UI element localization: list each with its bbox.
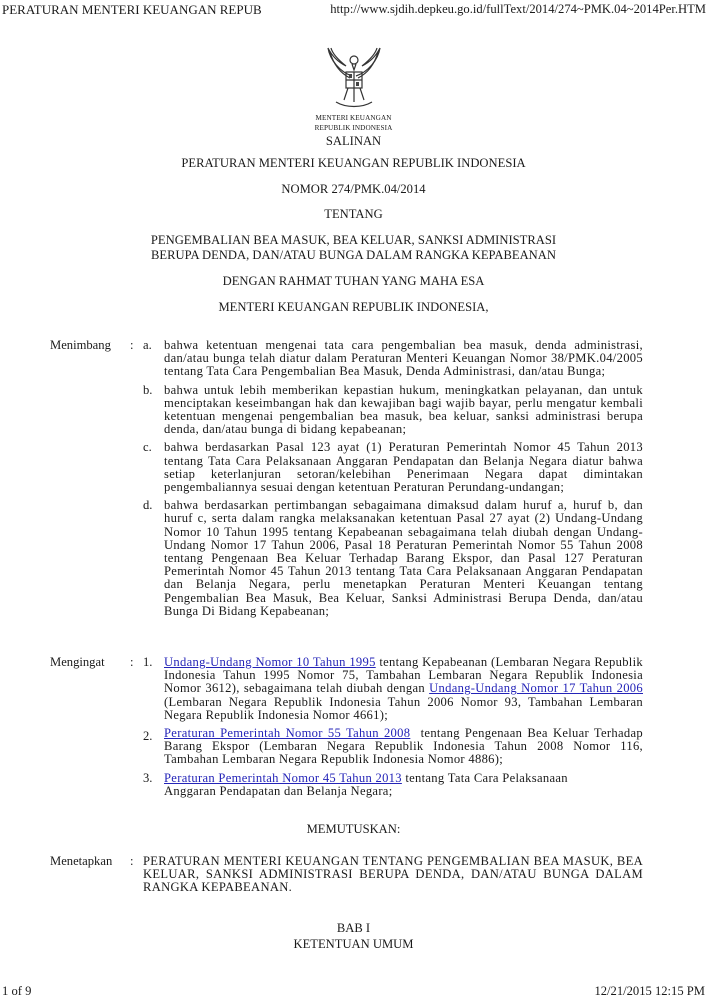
menimbang-item-d: bahwa berdasarkan pertimbangan sebagaimana dimaksud dalam huruf a, huruf b, dan huruf c, serta dalam rangka melaksanakan ketentuan Pasal 27 ayat (2) Undang-Undang Nomor 10 Tahun 1995 tentang Kepabeanan sebagaimana telah diubah dengan Undang-Undang Nomor 17 Tahun 2006, Pasal 18 Peraturan Pemerintah Nomor 55 Tahun 2008 tentang Pengenaan Bea Keluar Terhadap Barang Ekspor, dan Pasal 127 Peraturan Pemerintah Nomor 45 Tahun 2013 tentang Tata Cara Pelaksanaan Anggaran Pendapatan dan Belanja Negara, perlu menetapkan Peraturan Menteri Keuangan tentang Pengembalian Bea Masuk, Bea Keluar, Sanksi Administrasi Berupa Denda, dan/atau Bunga Di Bidang Kepabeanan; bbox=[164, 498, 643, 618]
mengingat-label: Mengingat bbox=[50, 655, 105, 669]
subject-line2: BERUPA DENDA, DAN/ATAU BUNGA DALAM RANGKA KEPABEANAN bbox=[151, 248, 556, 262]
page-footer-datetime: 12/21/2015 12:15 PM bbox=[594, 984, 705, 998]
menimbang-item-c: bahwa berdasarkan Pasal 123 ayat (1) Peraturan Pemerintah Nomor 45 Tahun 2013 tentang Tata Cara Pelaksanaan Anggaran Pendapatan dan Belanja Negara diatur bahwa setiap keterlanjuran setoran/kelebihan Penerimaan Negara dapat dimintakan pengembaliannya sesuai dengan ketentuan Peraturan Perundang-undangan; bbox=[164, 440, 643, 495]
page-footer-page-count: 1 of 9 bbox=[2, 984, 32, 998]
regulation-title: PERATURAN MENTERI KEUANGAN REPUBLIK INDONESIA bbox=[181, 156, 526, 170]
preamble-rahmat: DENGAN RAHMAT TUHAN YANG MAHA ESA bbox=[222, 274, 485, 288]
mengingat-list bbox=[143, 655, 647, 803]
menimbang-list bbox=[143, 339, 643, 623]
subject-line1: PENGEMBALIAN BEA MASUK, BEA KELUAR, SANKSI ADMINISTRASI bbox=[150, 233, 557, 247]
menetapkan-colon: : bbox=[130, 854, 134, 868]
menimbang-label: Menimbang bbox=[50, 338, 111, 352]
page-header-url: http://www.sjdih.depkeu.go.id/fullText/2014/274~PMK.04~2014Per.HTM bbox=[330, 2, 706, 16]
menimbang-item-b: bahwa untuk lebih memberikan kepastian hukum, meningkatkan pelayanan, dan untuk menciptakan keseimbangan hak dan kewajiban bagi wajib bayar, perlu mengatur kembali ketentuan mengenai pengembalian bea masuk, bea keluar, sanksi administrasi berupa denda, dan/atau bunga di bidang kepabeanan; bbox=[164, 382, 643, 437]
menimbang-mark-b: b. bbox=[143, 382, 153, 397]
menetapkan-text: PERATURAN MENTERI KEUANGAN TENTANG PENGEMBALIAN BEA MASUK, BEA KELUAR, SANKSI ADMINISTRASI BERUPA DENDA, DAN/ATAU BUNGA DALAM RANGKA KEPABEANAN. bbox=[143, 854, 643, 895]
letterhead-line1: MENTERI KEUANGAN bbox=[315, 114, 392, 122]
menimbang-mark-d: d. bbox=[143, 498, 153, 513]
mengingat-item-1 bbox=[164, 656, 643, 722]
menimbang-mark-a: a. bbox=[143, 338, 152, 352]
letterhead-line2: REPUBLIK INDONESIA bbox=[314, 124, 393, 132]
tentang-heading: TENTANG bbox=[324, 207, 383, 221]
regulation-number: NOMOR 274/PMK.04/2014 bbox=[281, 182, 426, 196]
garuda-emblem-icon bbox=[322, 46, 386, 112]
menimbang-item-a-row bbox=[143, 339, 643, 379]
menimbang-item-a: bahwa ketentuan mengenai tata cara pengembalian bea masuk, denda administrasi, dan/atau bunga telah diatur dalam Peraturan Menteri Keuangan Nomor 38/PMK.04/2005 tentang Tata Cara Pengembalian Bea Masuk, Denda Administrasi, dan/atau Bunga; bbox=[164, 338, 643, 379]
menimbang-item-c-row bbox=[143, 441, 643, 494]
chapter-title: KETENTUAN UMUM bbox=[293, 937, 414, 951]
salinan-label: SALINAN bbox=[325, 134, 382, 148]
menimbang-mark-c: c. bbox=[143, 440, 152, 455]
menimbang-item-b-row bbox=[143, 384, 643, 437]
mengingat-mark-2: 2. bbox=[143, 729, 153, 744]
mengingat-item-2-text: tentang Pengenaan Bea Keluar Terhadap Barang Ekspor (Lembaran Negara Republik Indonesia Tahun 2008 Nomor 116, Tambahan Lembaran Negara Republik Indonesia Nomor 4886); bbox=[164, 726, 647, 767]
mengingat-colon: : bbox=[130, 655, 134, 669]
mengingat-item-1-text: tentang Kepabeanan (Lembaran Negara Republik Indonesia Tahun 1995 Nomor 75, Tambahan Lembaran Negara Republik Indonesia Nomor 3612), sebagaimana telah diubah dengan bbox=[164, 655, 643, 696]
mengingat-mark-1: 1. bbox=[143, 655, 153, 669]
law-link-uu-17-2006[interactable]: Undang-Undang Nomor 17 Tahun 2006 bbox=[429, 681, 643, 696]
mengingat-item-3-text-2: Anggaran Pendapatan dan Belanja Negara; bbox=[164, 783, 393, 798]
law-link-uu-10-1995[interactable]: Undang-Undang Nomor 10 Tahun 1995 bbox=[164, 655, 376, 669]
mengingat-item-2 bbox=[164, 726, 647, 767]
chapter-number: BAB I bbox=[336, 921, 371, 935]
page-header-title: PERATURAN MENTERI KEUANGAN REPUB bbox=[2, 2, 262, 17]
menetapkan-block bbox=[143, 855, 643, 895]
mengingat-item-1-row bbox=[143, 656, 643, 722]
menimbang-item-d-row bbox=[143, 499, 643, 618]
menetapkan-label: Menetapkan bbox=[50, 854, 113, 868]
mengingat-item-3-text: tentang Tata Cara Pelaksanaan bbox=[401, 770, 568, 785]
law-link-pp-45-2013[interactable]: Peraturan Pemerintah Nomor 45 Tahun 2013 bbox=[164, 770, 402, 785]
preamble-menteri: MENTERI KEUANGAN REPUBLIK INDONESIA, bbox=[218, 300, 489, 314]
mengingat-item-3-row bbox=[143, 772, 643, 798]
law-link-pp-55-2008[interactable]: Peraturan Pemerintah Nomor 55 Tahun 2008 bbox=[164, 726, 411, 741]
mengingat-item-2-row bbox=[143, 726, 647, 767]
mengingat-mark-3: 3. bbox=[143, 770, 153, 785]
mengingat-item-1-text-2: (Lembaran Negara Republik Indonesia Tahun 2006 Nomor 93, Tambahan Lembaran Negara Republik Indonesia Nomor 4661); bbox=[164, 694, 643, 722]
menimbang-colon: : bbox=[130, 338, 134, 352]
memutuskan-heading: MEMUTUSKAN: bbox=[306, 822, 401, 836]
mengingat-item-3 bbox=[164, 772, 643, 798]
